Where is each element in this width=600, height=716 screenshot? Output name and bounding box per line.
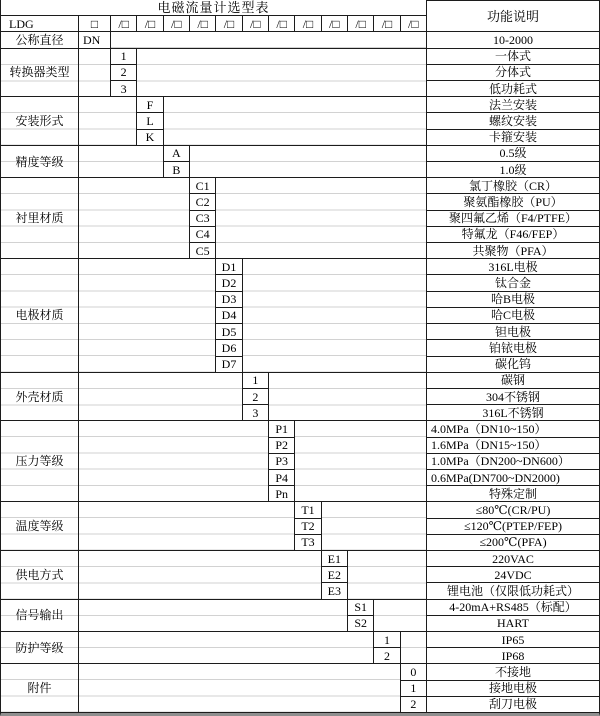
code-cell: D4: [216, 308, 242, 324]
model-code-box: /□: [216, 16, 242, 32]
code-cell: 1: [401, 681, 427, 697]
code-cell: T1: [295, 502, 321, 518]
category-empty-region: [79, 632, 374, 664]
category-empty-region: [111, 32, 427, 48]
description-cell: 316L电极: [427, 259, 599, 275]
function-column-header: 功能说明: [427, 0, 599, 32]
category-empty-region: [216, 178, 427, 259]
category-empty-region: [79, 421, 269, 502]
code-cell: L: [137, 113, 163, 129]
description-cell: ≤120℃(PTEP/FEP): [427, 519, 599, 535]
description-cell: 一体式: [427, 49, 599, 65]
category-label: 精度等级: [1, 146, 79, 178]
code-cell: F: [137, 97, 163, 113]
code-cell: D1: [216, 259, 242, 275]
code-cell: T3: [295, 535, 321, 551]
category-label: 外壳材质: [1, 373, 79, 422]
code-cell: 1: [111, 49, 137, 65]
description-cell: 卡箍安装: [427, 130, 599, 146]
model-prefix: LDG: [1, 16, 79, 32]
description-cell: 4.0MPa（DN10~150）: [427, 421, 599, 437]
category-label: 压力等级: [1, 421, 79, 502]
category-empty-region: [401, 632, 427, 664]
description-cell: 特氟龙（F46/FEP）: [427, 227, 599, 243]
category-empty-region: [79, 664, 401, 713]
model-code-box: /□: [295, 16, 321, 32]
category-label: 电极材质: [1, 259, 79, 372]
model-code-box: /□: [401, 16, 427, 32]
code-cell: E3: [322, 583, 348, 599]
category-label: 附件: [1, 664, 79, 713]
code-cell: 2: [374, 648, 400, 664]
model-code-box: /□: [111, 16, 137, 32]
code-cell: 2: [111, 65, 137, 81]
category-label: 供电方式: [1, 551, 79, 600]
description-cell: 特殊定制: [427, 486, 599, 502]
code-cell: P3: [269, 454, 295, 470]
description-cell: 接地电极: [427, 681, 599, 697]
category-empty-region: [322, 502, 427, 551]
code-cell: B: [164, 162, 190, 178]
description-cell: 10-2000: [427, 32, 599, 48]
category-empty-region: [79, 97, 137, 146]
code-cell: C4: [190, 227, 216, 243]
model-code-box: /□: [348, 16, 374, 32]
code-cell: C1: [190, 178, 216, 194]
category-empty-region: [243, 259, 427, 372]
description-cell: 低功耗式: [427, 81, 599, 97]
category-empty-region: [79, 178, 190, 259]
category-empty-region: [374, 600, 427, 632]
category-label: 信号输出: [1, 600, 79, 632]
category-empty-region: [79, 49, 111, 98]
code-cell: P4: [269, 470, 295, 486]
code-cell: D3: [216, 292, 242, 308]
code-cell: S2: [348, 616, 374, 632]
code-cell: C3: [190, 211, 216, 227]
description-cell: HART: [427, 616, 599, 632]
description-cell: 1.0级: [427, 162, 599, 178]
code-cell: P2: [269, 438, 295, 454]
description-cell: IP65: [427, 632, 599, 648]
description-cell: 0.5级: [427, 146, 599, 162]
category-label: 温度等级: [1, 502, 79, 551]
code-cell: DN: [79, 32, 111, 48]
category-label: 安装形式: [1, 97, 79, 146]
category-empty-region: [348, 551, 427, 600]
model-code-box: /□: [374, 16, 400, 32]
code-cell: Pn: [269, 486, 295, 502]
code-cell: C2: [190, 194, 216, 210]
code-cell: E2: [322, 567, 348, 583]
code-cell: D5: [216, 324, 242, 340]
category-empty-region: [79, 502, 295, 551]
description-cell: 碳化钨: [427, 357, 599, 373]
category-label: 转换器类型: [1, 49, 79, 98]
category-label: 防护等级: [1, 632, 79, 664]
description-cell: 哈B电极: [427, 292, 599, 308]
description-cell: 304不锈钢: [427, 389, 599, 405]
code-cell: S1: [348, 600, 374, 616]
description-cell: 哈C电极: [427, 308, 599, 324]
category-empty-region: [137, 49, 427, 98]
description-cell: 共聚物（PFA）: [427, 243, 599, 259]
description-cell: 螺纹安装: [427, 113, 599, 129]
description-cell: 锂电池（仅限低功耗式）: [427, 583, 599, 599]
code-cell: T2: [295, 519, 321, 535]
table-title: 电磁流量计选型表: [1, 0, 427, 16]
model-code-box: /□: [137, 16, 163, 32]
code-cell: 2: [401, 697, 427, 713]
category-empty-region: [79, 551, 322, 600]
model-code-box: /□: [269, 16, 295, 32]
code-cell: 2: [243, 389, 269, 405]
description-cell: 1.6MPa（DN15~150）: [427, 438, 599, 454]
description-cell: 碳钢: [427, 373, 599, 389]
code-cell: D2: [216, 275, 242, 291]
description-cell: 铂铱电极: [427, 340, 599, 356]
category-empty-region: [164, 97, 427, 146]
description-cell: 刮刀电极: [427, 697, 599, 713]
code-cell: K: [137, 130, 163, 146]
code-cell: P1: [269, 421, 295, 437]
category-empty-region: [79, 600, 348, 632]
category-empty-region: [190, 146, 427, 178]
description-cell: 1.0MPa（DN200~DN600）: [427, 454, 599, 470]
description-cell: 4-20mA+RS485（标配）: [427, 600, 599, 616]
category-empty-region: [269, 373, 427, 422]
description-cell: 聚四氟乙烯（F4/PTFE）: [427, 211, 599, 227]
code-cell: 1: [374, 632, 400, 648]
description-cell: ≤200℃(PFA): [427, 535, 599, 551]
model-box-first: □: [79, 16, 111, 32]
model-code-box: /□: [164, 16, 190, 32]
description-cell: 钛合金: [427, 275, 599, 291]
description-cell: 不接地: [427, 664, 599, 680]
description-cell: 316L不锈钢: [427, 405, 599, 421]
description-cell: 220VAC: [427, 551, 599, 567]
code-cell: C5: [190, 243, 216, 259]
code-cell: 3: [111, 81, 137, 97]
category-empty-region: [295, 421, 427, 502]
code-cell: D6: [216, 340, 242, 356]
category-empty-region: [79, 146, 164, 178]
category-label: 公称直径: [1, 32, 79, 48]
category-empty-region: [79, 373, 243, 422]
code-cell: E1: [322, 551, 348, 567]
description-cell: 钽电极: [427, 324, 599, 340]
model-code-box: /□: [190, 16, 216, 32]
code-cell: 0: [401, 664, 427, 680]
code-cell: A: [164, 146, 190, 162]
description-cell: 法兰安装: [427, 97, 599, 113]
model-code-box: /□: [243, 16, 269, 32]
description-cell: ≤80℃(CR/PU): [427, 502, 599, 518]
description-cell: 氯丁橡胶（CR）: [427, 178, 599, 194]
description-cell: 0.6MPa(DN700~DN2000): [427, 470, 599, 486]
description-cell: 聚氨酯橡胶（PU）: [427, 194, 599, 210]
code-cell: 3: [243, 405, 269, 421]
description-cell: IP68: [427, 648, 599, 664]
description-cell: 24VDC: [427, 567, 599, 583]
category-empty-region: [79, 259, 216, 372]
description-cell: 分体式: [427, 65, 599, 81]
model-code-box: /□: [322, 16, 348, 32]
code-cell: 1: [243, 373, 269, 389]
category-label: 衬里材质: [1, 178, 79, 259]
code-cell: D7: [216, 357, 242, 373]
